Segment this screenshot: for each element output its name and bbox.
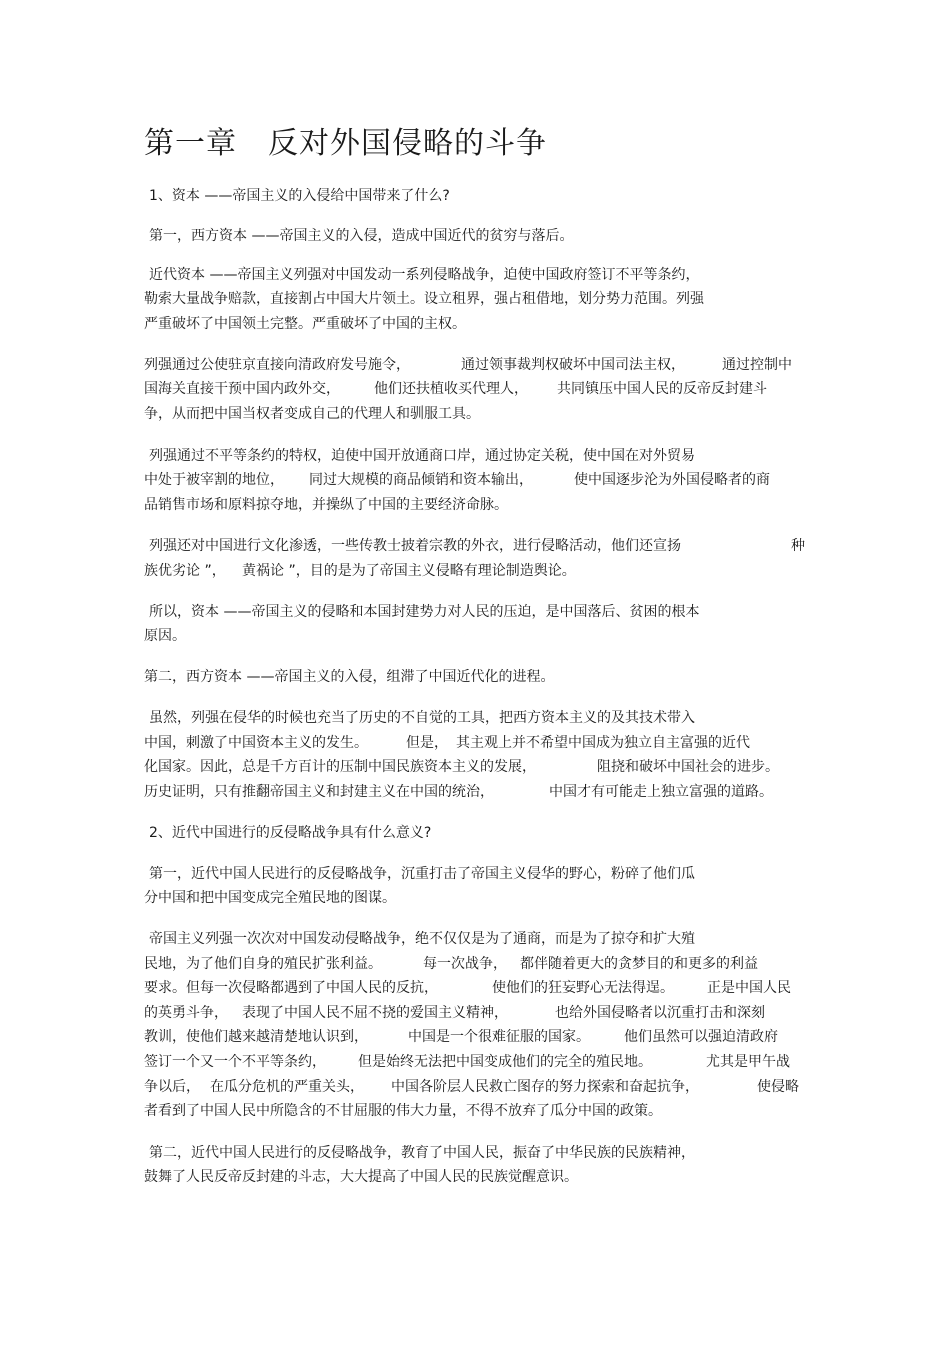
text-line: 第一，近代中国人民进行的反侵略战争，沉重打击了帝国主义侵华的野心，粉碎了他们瓜 bbox=[149, 866, 695, 882]
text-segment: 也给外国侵略者以沉重打击和深刻 bbox=[555, 1005, 765, 1021]
text-segment: 使他们的狂妄野心无法得逞。 bbox=[492, 980, 674, 996]
chapter-title: 第一章 反对外国侵略的斗争 bbox=[144, 126, 547, 161]
text-segment: 中处于被宰割的地位， bbox=[144, 472, 284, 488]
text-segment: 种 bbox=[791, 538, 805, 554]
text-segment: 中国是一个很难征服的国家。 bbox=[408, 1029, 590, 1045]
text-segment: 签订一个又一个不平等条约， bbox=[144, 1054, 326, 1070]
text-segment: 国海关直接干预中国内政外交， bbox=[144, 381, 340, 397]
text-line: 鼓舞了人民反帝反封建的斗志，大大提高了中国人民的民族觉醒意识。 bbox=[144, 1169, 578, 1185]
text-segment: 中国才有可能走上独立富强的道路。 bbox=[549, 784, 773, 800]
text-segment: 其主观上并不希望中国成为独立自主富强的近代 bbox=[456, 735, 750, 751]
text-segment: 表现了中国人民不屈不挠的爱国主义精神， bbox=[242, 1005, 508, 1021]
text-line: 严重破坏了中国领土完整。严重破坏了中国的主权。 bbox=[144, 316, 466, 332]
text-line bbox=[144, 782, 494, 802]
text-segment: 正是中国人民 bbox=[707, 980, 791, 996]
text-segment: 使中国逐步沦为外国侵略者的商 bbox=[574, 472, 770, 488]
text-line bbox=[144, 1003, 228, 1023]
text-line bbox=[144, 1052, 326, 1072]
text-line: 品销售市场和原料掠夺地，并操纵了中国的主要经济命脉。 bbox=[144, 497, 508, 513]
text-segment: 但是， bbox=[406, 735, 448, 751]
question-1: 1、资本 ——帝国主义的入侵给中国带来了什么? bbox=[149, 188, 450, 204]
text-line bbox=[144, 978, 438, 998]
text-segment: 要求。但每一次侵略都遇到了中国人民的反抗， bbox=[144, 980, 438, 996]
text-segment: 但是始终无法把中国变成他们的完全的殖民地。 bbox=[358, 1054, 652, 1070]
text-segment: 阻挠和破坏中国社会的进步。 bbox=[597, 759, 779, 775]
text-line: 勒索大量战争赔款，直接割占中国大片领土。设立租界，强占租借地，划分势力范围。列强 bbox=[144, 291, 704, 307]
text-segment: 中国，刺激了中国资本主义的发生。 bbox=[144, 735, 368, 751]
text-line bbox=[144, 733, 368, 753]
text-segment: 同过大规模的商品倾销和资本输出， bbox=[309, 472, 533, 488]
text-line: 近代资本 ——帝国主义列强对中国发动一系列侵略战争，迫使中国政府签订不平等条约， bbox=[149, 267, 700, 283]
text-segment: 族优劣论 ”， bbox=[144, 563, 226, 579]
text-segment: 教训，使他们越来越清楚地认识到， bbox=[144, 1029, 368, 1045]
text-segment: 争以后， bbox=[144, 1079, 200, 1095]
question-2: 2、近代中国进行的反侵略战争具有什么意义? bbox=[149, 825, 432, 841]
text-line bbox=[144, 1077, 200, 1097]
text-segment: 通过领事裁判权破坏中国司法主权， bbox=[461, 357, 685, 373]
text-segment: 使侵略 bbox=[757, 1079, 799, 1095]
text-line: 争，从而把中国当权者变成自己的代理人和驯服工具。 bbox=[144, 406, 480, 422]
text-segment: 列强还对中国进行文化渗透，一些传教士披着宗教的外衣，进行侵略活动，他们还宣扬 bbox=[149, 538, 681, 554]
text-segment: 化国家。因此，总是千方百计的压制中国民族资本主义的发展， bbox=[144, 759, 536, 775]
text-segment: 都伴随着更大的贪梦目的和更多的利益 bbox=[520, 956, 758, 972]
text-line: 虽然，列强在侵华的时候也充当了历史的不自觉的工具，把西方资本主义的及其技术带入 bbox=[149, 710, 695, 726]
text-line bbox=[144, 757, 536, 777]
text-line: 第一，西方资本 ——帝国主义的入侵，造成中国近代的贫穷与落后。 bbox=[149, 228, 574, 244]
text-line bbox=[149, 536, 681, 556]
text-line: 列强通过不平等条约的特权，迫使中国开放通商口岸，通过协定关税，使中国在对外贸易 bbox=[149, 448, 695, 464]
text-segment: 列强通过公使驻京直接向清政府发号施令， bbox=[144, 357, 410, 373]
text-segment: 每一次战争， bbox=[423, 956, 507, 972]
text-line bbox=[144, 355, 410, 375]
text-line: 分中国和把中国变成完全殖民地的图谋。 bbox=[144, 890, 396, 906]
text-segment: 黄祸论 ”，目的是为了帝国主义侵略有理论制造舆论。 bbox=[242, 563, 576, 579]
text-segment: 民地，为了他们自身的殖民扩张利益。 bbox=[144, 956, 382, 972]
text-segment: 历史证明，只有推翻帝国主义和封建主义在中国的统治， bbox=[144, 784, 494, 800]
text-segment: 的英勇斗争， bbox=[144, 1005, 228, 1021]
text-segment: 他们还扶植收买代理人， bbox=[374, 381, 528, 397]
text-line: 帝国主义列强一次次对中国发动侵略战争，绝不仅仅是为了通商，而是为了掠夺和扩大殖 bbox=[149, 931, 695, 947]
text-line bbox=[144, 561, 226, 581]
text-line: 第二，西方资本 ——帝国主义的入侵，组滞了中国近代化的进程。 bbox=[144, 669, 555, 685]
text-segment: 中国各阶层人民救亡图存的努力探索和奋起抗争， bbox=[391, 1079, 699, 1095]
text-segment: 共同镇压中国人民的反帝反封建斗 bbox=[557, 381, 767, 397]
text-segment: 通过控制中 bbox=[722, 357, 792, 373]
text-line bbox=[144, 1027, 368, 1047]
text-line bbox=[144, 379, 340, 399]
text-segment: 在瓜分危机的严重关头， bbox=[210, 1079, 364, 1095]
text-line: 第二，近代中国人民进行的反侵略战争，教育了中国人民，振奋了中华民族的民族精神， bbox=[149, 1145, 695, 1161]
text-line bbox=[144, 954, 382, 974]
text-line: 者看到了中国人民中所隐含的不甘屈服的伟大力量，不得不放弃了瓜分中国的政策。 bbox=[144, 1103, 662, 1119]
text-segment: 尤其是甲午战 bbox=[706, 1054, 790, 1070]
text-segment: 他们虽然可以强迫清政府 bbox=[624, 1029, 778, 1045]
text-line: 所以，资本 ——帝国主义的侵略和本国封建势力对人民的压迫，是中国落后、贫困的根本 bbox=[149, 604, 700, 620]
text-line bbox=[144, 470, 284, 490]
text-line: 原因。 bbox=[144, 628, 186, 644]
